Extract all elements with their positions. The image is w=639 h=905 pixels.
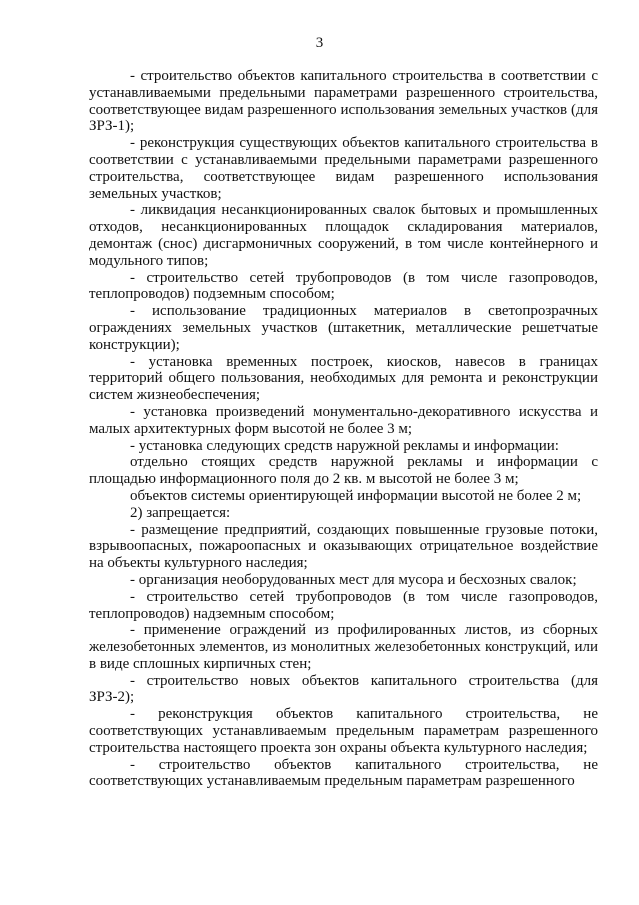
document-body	[89, 68, 598, 790]
page-number: 3	[315, 35, 324, 51]
paragraph-18: - строительство объектов капитального строительства, не соответствующих устанавливаемым предельным параметрам разрешенного	[89, 756, 598, 790]
paragraph-10: объектов системы ориентирующей информации высотой не более 2 м;	[130, 487, 582, 504]
paragraph-9: отдельно стоящих средств наружной рекламы и информации с площадью информационного поля до 2 кв. м высотой не более 3 м;	[89, 454, 598, 488]
paragraph-6: - установка временных построек, киосков, навесов в границах территорий общего пользования, необходимых для ремонта и реконструкции систем жизнеобеспечения;	[89, 353, 598, 404]
paragraph-11: 2) запрещается:	[130, 504, 231, 521]
paragraph-5: - использование традиционных материалов в светопрозрачных ограждениях земельных участков (штакетник, металлические решетчатые конструкции);	[89, 303, 598, 353]
paragraph-2: - реконструкция существующих объектов капитального строительства в соответствии с устанавливаемыми предельными параметрами разрешенного строительства, соответствующее видам разрешенного использования земельных участков;	[89, 135, 598, 202]
paragraph-4: - строительство сетей трубопроводов (в том числе газопроводов, теплопроводов) подземным способом;	[89, 269, 598, 303]
paragraph-1: - строительство объектов капитального строительства в соответствии с устанавливаемыми предельными параметрами разрешенного строительства, соответствующее видам разрешенного использования земельных участков (для ЗРЗ-1);	[89, 68, 598, 135]
paragraph-14: - строительство сетей трубопроводов (в том числе газопроводов, теплопроводов) надземным способом;	[89, 588, 598, 622]
paragraph-17: - реконструкция объектов капитального строительства, не соответствующих устанавливаемым предельным параметрам разрешенного строительства настоящего проекта зон охраны объекта культурного наследия;	[89, 706, 598, 756]
paragraph-13: - организация необорудованных мест для мусора и бесхозных свалок;	[130, 571, 577, 588]
paragraph-16: - строительство новых объектов капитального строительства (для ЗРЗ-2);	[89, 672, 598, 706]
paragraph-15: - применение ограждений из профилированных листов, из сборных железобетонных элементов, из монолитных железобетонных конструкций, или в виде сплошных кирпичных стен;	[89, 622, 598, 672]
paragraph-3: - ликвидация несанкционированных свалок бытовых и промышленных отходов, несанкционированных площадок складирования материалов, демонтаж (снос) дисгармоничных сооружений, в том числе контейнерного и модульного типов;	[89, 202, 598, 269]
paragraph-7: - установка произведений монументально-декоративного искусства и малых архитектурных форм высотой не более 3 м;	[89, 403, 598, 437]
paragraph-12: - размещение предприятий, создающих повышенные грузовые потоки, взрывоопасных, пожароопасных и оказывающих отрицательное воздействие на объекты культурного наследия;	[89, 521, 598, 572]
paragraph-8: - установка следующих средств наружной рекламы и информации:	[130, 437, 559, 454]
